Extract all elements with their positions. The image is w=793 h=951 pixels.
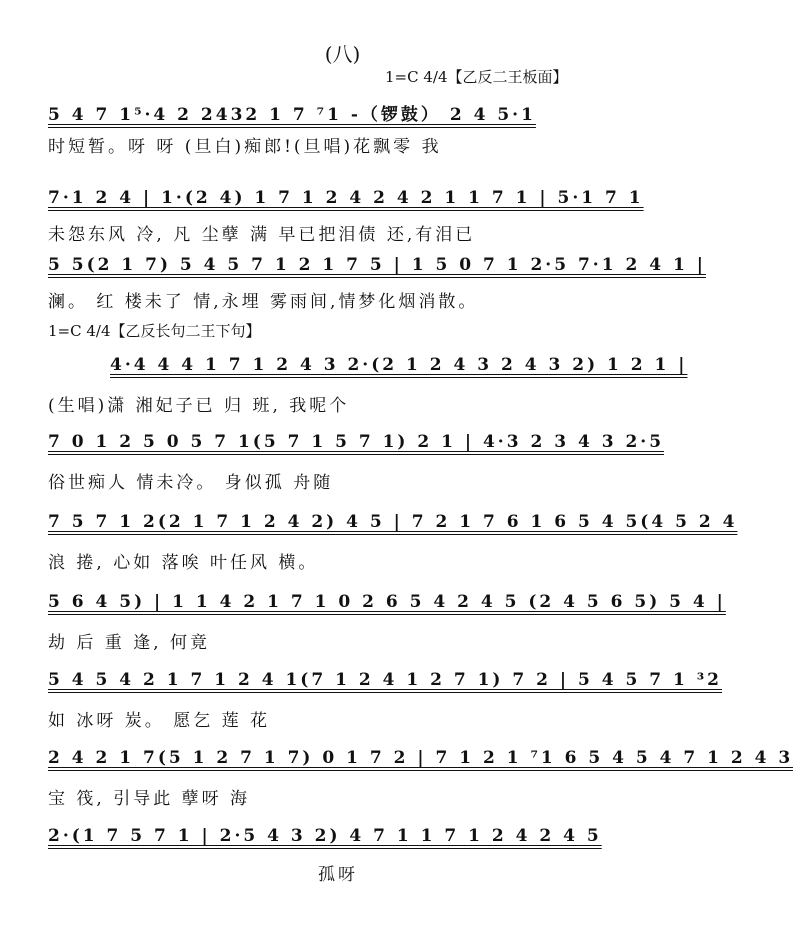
notation: 5 5(2 1 7) 5 4 5 7 1 2 1 7 5 | 1 5 0 7 1 2·5 7·1 2 4 1 | (48, 255, 706, 275)
notation: 5 4 5 4 2 1 7 1 2 4 1(7 1 2 4 1 2 7 1) 7 2 | 5 4 5 7 1 ³2 (48, 670, 722, 690)
notation: 5 4 7 1⁵·4 2 2432 1 7 ⁷1 -（锣鼓） 2 4 5·1 (48, 105, 536, 125)
key-signature-2: 1=C 4/4【乙反长句二王下句】 (48, 322, 261, 340)
notation: 7 0 1 2 5 0 5 7 1(5 7 1 5 7 1) 2 1 | 4·3 2 3 4 3 2·5 (48, 432, 665, 452)
lyrics: 澜。 红 楼未了 情,永埋 雾雨间,情梦化烟消散。 (48, 292, 479, 312)
notation: 2 4 2 1 7(5 1 2 7 1 7) 0 1 7 2 | 7 1 2 1 ⁷1 6 5 4 5 4 7 1 2 4 3 (48, 748, 793, 768)
lyrics: (生唱)潇 湘妃子已 归 班, 我呢个 (48, 396, 350, 416)
lyrics: 如 冰呀 炭。 愿乞 莲 花 (48, 711, 271, 731)
notation: 2·(1 7 5 7 1 | 2·5 4 3 2) 4 7 1 1 7 1 2 4 2 4 5 (48, 826, 602, 846)
key-signature-1: 1=C 4/4【乙反二王板面】 (385, 68, 568, 86)
notation: 4·4 4 4 1 7 1 2 4 3 2·(2 1 2 4 3 2 4 3 2) 1 2 1 | (110, 355, 688, 375)
lyrics: 劫 后 重 逢, 何竟 (48, 633, 211, 653)
notation: 7·1 2 4 | 1·(2 4) 1 7 1 2 4 2 4 2 1 1 7 1 | 5·1 7 1 (48, 188, 644, 208)
section-title: (八) (324, 42, 361, 66)
notation: 7 5 7 1 2(2 1 7 1 2 4 2) 4 5 | 7 2 1 7 6 1 6 5 4 5(4 5 2 4 (48, 512, 738, 532)
lyrics: 时短暂。呀 呀 (旦白)痴郎!(旦唱)花飘零 我 (48, 137, 442, 157)
lyrics: 浪 捲, 心如 落唉 叶任风 横。 (48, 553, 319, 573)
notation: 5 6 4 5) | 1 1 4 2 1 7 1 0 2 6 5 4 2 4 5 (2 4 5 6 5) 5 4 | (48, 592, 726, 612)
lyrics: 俗世痴人 情未冷。 身似孤 舟随 (48, 473, 334, 493)
lyrics: 宝 筏, 引导此 孽呀 海 (48, 789, 251, 809)
lyrics: 未怨东风 冷, 凡 尘孽 满 早已把泪债 还,有泪已 (48, 225, 476, 245)
lyrics: 孤呀 (318, 865, 358, 885)
